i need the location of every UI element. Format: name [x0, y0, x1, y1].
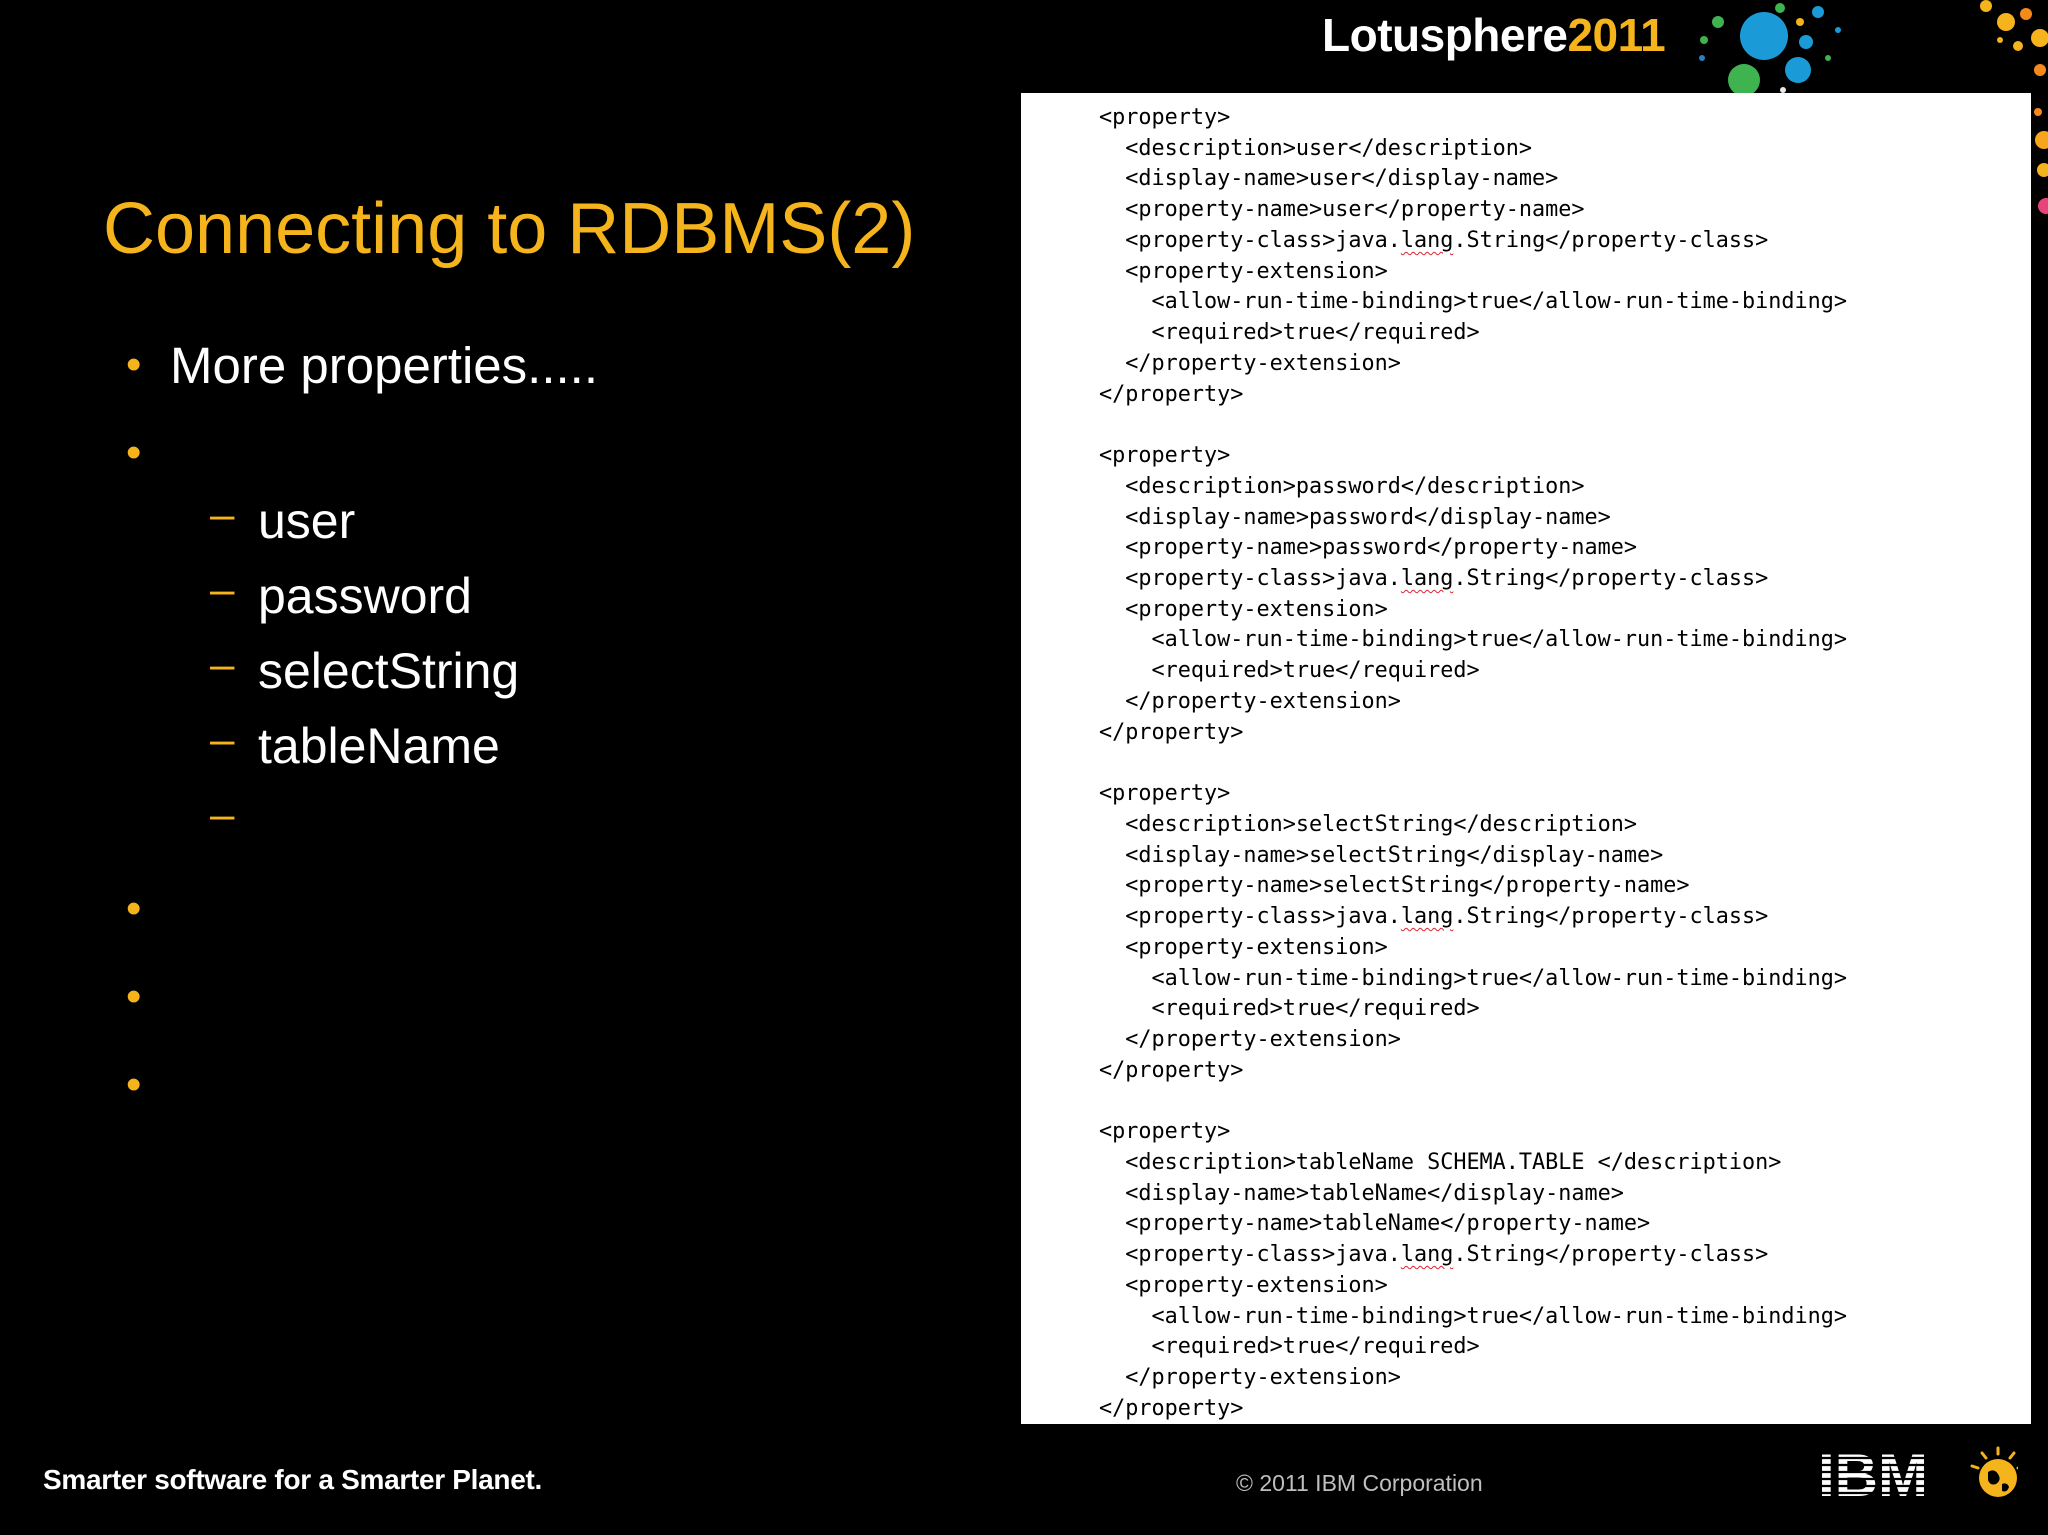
code-line: <property>	[1099, 1119, 1231, 1145]
code-line: <property>	[1099, 105, 1231, 130]
code-line: <required>true</required>	[1099, 320, 1480, 346]
code-line: <allow-run-time-binding>true</allow-run-time-binding>	[1099, 627, 1848, 653]
code-line: <required>true</required>	[1099, 996, 1480, 1022]
sub-bullet-dash-icon: –	[210, 790, 235, 839]
code-line: <property>	[1099, 443, 1231, 469]
code-line: </property>	[1099, 719, 1244, 745]
smarter-planet-icon	[1972, 1448, 2018, 1497]
code-line: <description>tableName SCHEMA.TABLE </description>	[1099, 1149, 1782, 1175]
code-line: <property-name>tableName</property-name>	[1099, 1211, 1651, 1237]
code-line: <required>true</required>	[1099, 1334, 1480, 1360]
code-line: <property-class>java.lang.String</property-class>	[1099, 227, 1769, 253]
bullet-dot-icon: •	[126, 884, 142, 933]
code-line: <display-name>selectString</display-name>	[1099, 842, 1664, 868]
bullet-dot-icon: •	[126, 340, 142, 389]
code-line: <property-extension>	[1099, 596, 1388, 622]
code-line: </property-extension>	[1099, 688, 1401, 714]
bullet-dot-icon: •	[126, 1060, 142, 1109]
logo-year: 2011	[1567, 9, 1666, 61]
code-line: <property-name>selectString</property-name>	[1099, 873, 1690, 899]
xml-code-block	[1099, 103, 1847, 1424]
code-line: <property-class>java.lang.String</property-class>	[1099, 1242, 1769, 1268]
sub-bullet-text: user	[258, 493, 356, 549]
lotusphere-logo	[1322, 8, 1665, 62]
code-line: <allow-run-time-binding>true</allow-run-time-binding>	[1099, 1303, 1848, 1329]
code-line: <property-class>java.lang.String</property-class>	[1099, 566, 1769, 592]
bullet-dot-icon: •	[126, 972, 142, 1021]
sub-bullet-dash-icon: –	[210, 490, 235, 539]
sub-bullet-dash-icon: –	[210, 715, 235, 764]
code-line: <allow-run-time-binding>true</allow-run-time-binding>	[1099, 965, 1848, 991]
sub-bullet-text: tableName	[258, 718, 500, 774]
ibm-logo-icon	[1818, 1444, 2018, 1504]
code-line: </property>	[1099, 1395, 1244, 1421]
code-line: <description>selectString</description>	[1099, 811, 1638, 837]
sub-bullet-dash-icon: –	[210, 565, 235, 614]
footer-tagline: Smarter software for a Smarter Planet.	[43, 1464, 543, 1495]
code-line: </property-extension>	[1099, 1365, 1401, 1391]
code-line: <display-name>user</display-name>	[1099, 166, 1559, 192]
code-line: <allow-run-time-binding>true</allow-run-time-binding>	[1099, 289, 1848, 315]
code-line: </property>	[1099, 1057, 1244, 1083]
code-line: <description>user</description>	[1099, 135, 1533, 161]
code-line: </property>	[1099, 381, 1244, 407]
code-line: <property-extension>	[1099, 934, 1388, 960]
logo-name: Lotusphere	[1322, 9, 1568, 61]
code-line: <property>	[1099, 781, 1231, 807]
slide-title: Connecting to RDBMS(2)	[103, 189, 916, 269]
code-line: <property-name>user</property-name>	[1099, 197, 1585, 223]
sub-bullet-dash-icon: –	[210, 640, 235, 689]
code-line: </property-extension>	[1099, 1027, 1401, 1053]
sub-bullet-text: selectString	[258, 643, 520, 699]
xml-code-panel	[1021, 93, 2031, 1424]
footer-copyright: © 2011 IBM Corporation	[1236, 1470, 1483, 1496]
ibm-logo-text: IBM	[1818, 1444, 1928, 1504]
code-line: <required>true</required>	[1099, 658, 1480, 684]
code-line: <property-class>java.lang.String</property-class>	[1099, 904, 1769, 930]
code-line: <display-name>password</display-name>	[1099, 504, 1611, 530]
code-line: <description>password</description>	[1099, 473, 1585, 499]
code-line: <property-name>password</property-name>	[1099, 535, 1638, 561]
code-line: <display-name>tableName</display-name>	[1099, 1180, 1624, 1206]
code-line: </property-extension>	[1099, 350, 1401, 376]
bullet-dot-icon: •	[126, 428, 142, 477]
bullet-text: More properties.....	[170, 337, 598, 394]
sub-bullet-text: password	[258, 568, 472, 624]
code-line: <property-extension>	[1099, 1272, 1388, 1298]
code-line: <property-extension>	[1099, 258, 1388, 284]
